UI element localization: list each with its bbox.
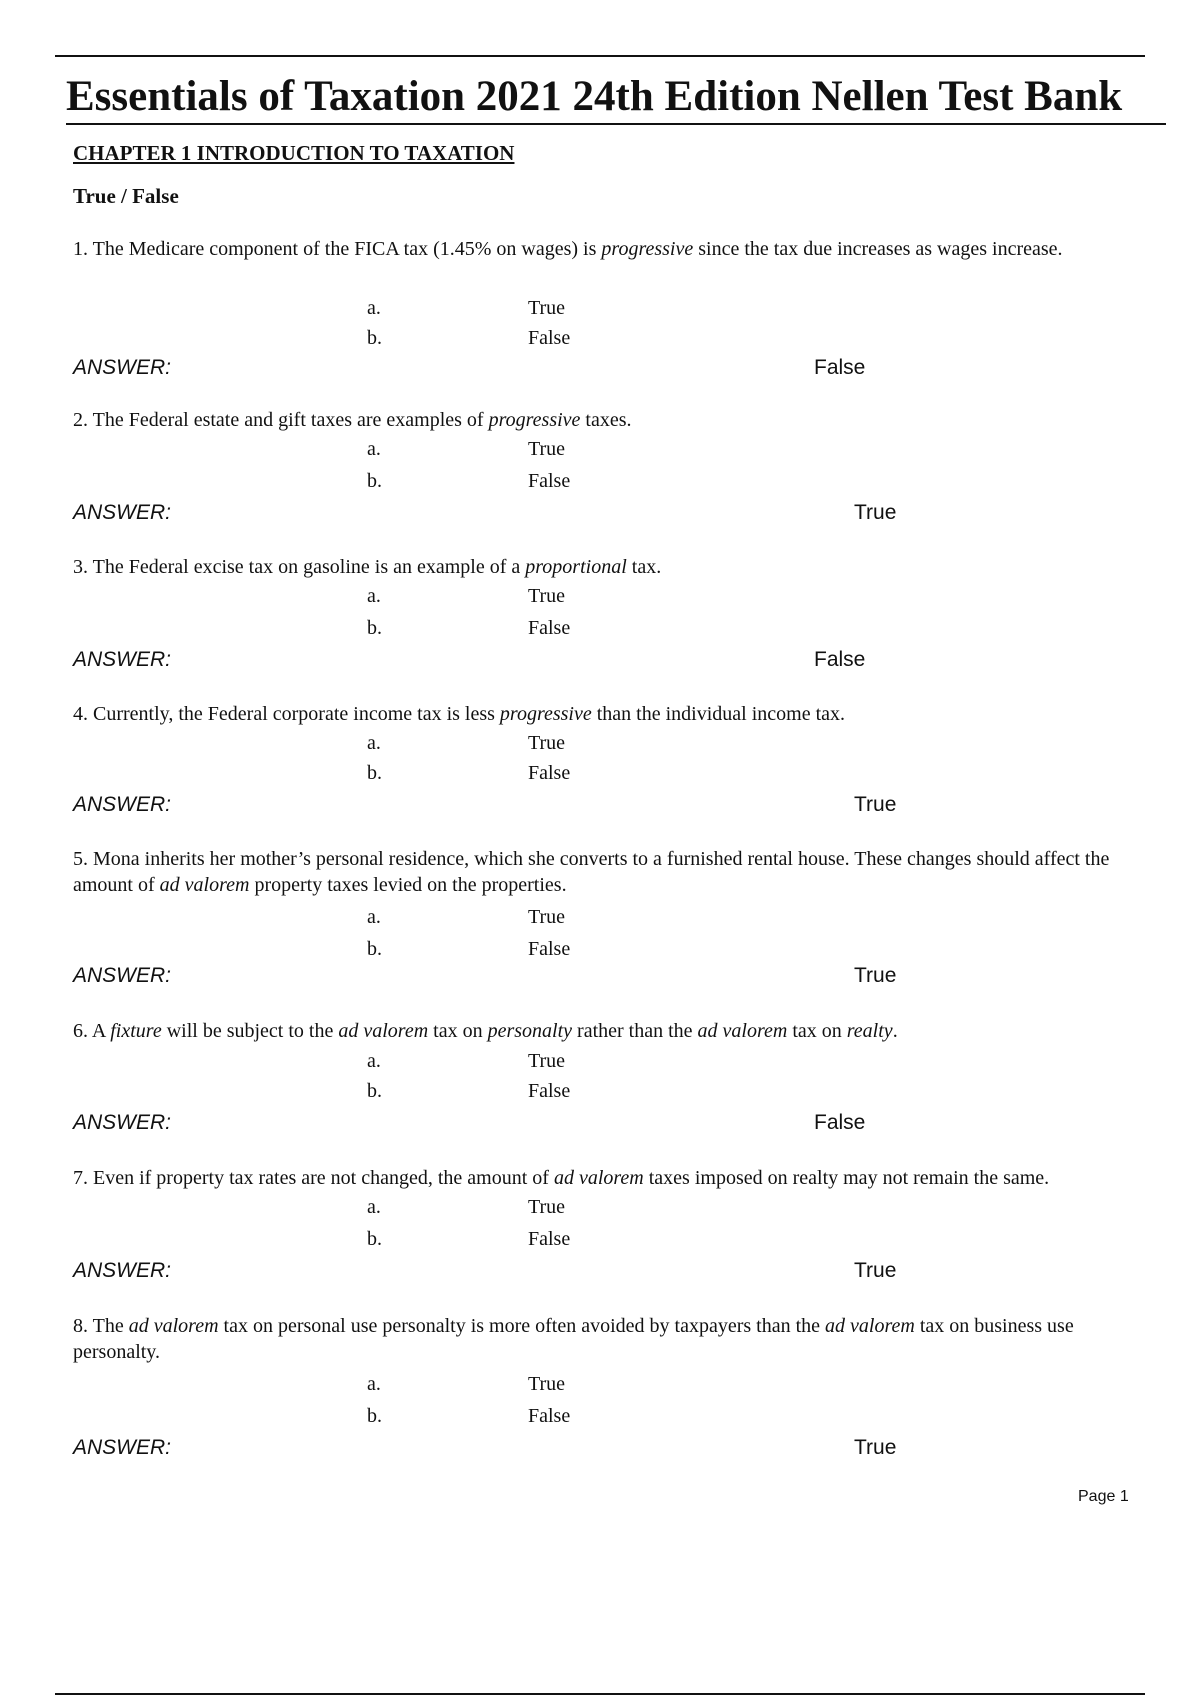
option-text: True: [528, 906, 566, 928]
answer-label: ANSWER:: [73, 501, 172, 524]
question-text-italic: ad valorem: [825, 1315, 915, 1337]
question-text-run: 3. The Federal excise tax on gasoline is an example of a: [73, 556, 526, 578]
question-text-run: since the tax due increases as wages increase.: [693, 238, 1063, 260]
option-letter: b.: [367, 1228, 382, 1250]
option-text: True: [528, 1050, 566, 1072]
question-text-italic: proportional: [525, 556, 627, 578]
option-text: True: [528, 732, 566, 754]
option-text: False: [528, 1080, 571, 1102]
question-text: [73, 846, 1153, 898]
question-text-run: tax on: [428, 1020, 488, 1042]
question-text-run: tax on personal use personalty is more often avoided by taxpayers than the: [218, 1315, 826, 1337]
option-letter: b.: [367, 1080, 382, 1102]
question-text-run: taxes.: [580, 409, 632, 431]
question-text-run: 5. Mona inherits her mother’s personal residence, which she converts to a furnished rental house. These changes should affect the amount of: [73, 848, 1110, 896]
option-letter: b.: [367, 1405, 382, 1427]
option-text: True: [528, 438, 566, 460]
question-text-run: .: [892, 1020, 898, 1042]
answer-value: True: [854, 1436, 897, 1459]
option-text: True: [528, 297, 566, 319]
option-text: False: [528, 470, 571, 492]
question-text: [73, 701, 1153, 727]
question-text-italic: progressive: [601, 238, 694, 260]
question-text-run: 2. The Federal estate and gift taxes are examples of: [73, 409, 489, 431]
option-letter: a.: [367, 438, 381, 460]
question-text-run: rather than the: [572, 1020, 698, 1042]
option-text: True: [528, 1196, 566, 1218]
answer-label: ANSWER:: [73, 1259, 172, 1282]
answer-value: True: [854, 793, 897, 816]
question-text-run: taxes imposed on realty may not remain the same.: [643, 1167, 1050, 1189]
option-text: True: [528, 585, 566, 607]
answer-label: ANSWER:: [73, 1111, 172, 1134]
question-text-run: than the individual income tax.: [591, 703, 846, 725]
answer-value: True: [854, 964, 897, 987]
option-letter: b.: [367, 762, 382, 784]
option-letter: a.: [367, 906, 381, 928]
option-letter: b.: [367, 470, 382, 492]
page-number: Page 1: [1078, 1488, 1129, 1505]
option-letter: a.: [367, 297, 381, 319]
question-text-italic: ad valorem: [159, 874, 250, 896]
question-text-run: tax.: [626, 556, 662, 578]
option-text: False: [528, 327, 571, 349]
top-rule: [55, 55, 1145, 57]
answer-label: ANSWER:: [73, 964, 172, 987]
option-text: False: [528, 938, 571, 960]
option-letter: b.: [367, 327, 382, 349]
question-text-italic: progressive: [499, 703, 592, 725]
chapter-heading: CHAPTER 1 INTRODUCTION TO TAXATION: [73, 141, 515, 165]
question-text: [73, 1018, 1153, 1044]
question-text-italic: ad valorem: [338, 1020, 429, 1042]
option-letter: a.: [367, 1196, 381, 1218]
question-text-italic: ad valorem: [128, 1315, 219, 1337]
option-letter: b.: [367, 938, 382, 960]
title-underline: [66, 123, 1166, 125]
option-text: False: [528, 617, 571, 639]
option-letter: a.: [367, 585, 381, 607]
answer-label: ANSWER:: [73, 793, 172, 816]
question-text-italic: ad valorem: [697, 1020, 788, 1042]
question-text-run: tax on business use personalty.: [73, 1315, 1074, 1363]
option-text: False: [528, 1405, 571, 1427]
bottom-rule: [55, 1693, 1145, 1695]
answer-label: ANSWER:: [73, 648, 172, 671]
answer-value: False: [814, 356, 866, 379]
question-text-italic: progressive: [488, 409, 581, 431]
answer-value: True: [854, 501, 897, 524]
option-text: False: [528, 1228, 571, 1250]
answer-label: ANSWER:: [73, 1436, 172, 1459]
question-text-italic: fixture: [110, 1020, 162, 1042]
option-letter: b.: [367, 617, 382, 639]
option-letter: a.: [367, 1373, 381, 1395]
question-text: [73, 407, 1153, 433]
question-text-run: 7. Even if property tax rates are not changed, the amount of: [73, 1167, 554, 1189]
section-heading: True / False: [73, 184, 179, 208]
answer-value: True: [854, 1259, 897, 1282]
question-text-run: 8. The: [73, 1315, 129, 1337]
answer-value: False: [814, 648, 866, 671]
document-title: Essentials of Taxation 2021 24th Edition Nellen Test Bank: [66, 73, 1123, 120]
option-letter: a.: [367, 732, 381, 754]
option-text: True: [528, 1373, 566, 1395]
question-text-run: will be subject to the: [161, 1020, 339, 1042]
question-text-run: property taxes levied on the properties.: [249, 874, 567, 896]
answer-label: ANSWER:: [73, 356, 172, 379]
question-text-run: 4. Currently, the Federal corporate income tax is less: [73, 703, 500, 725]
question-text: [73, 1313, 1153, 1365]
question-text-run: 6. A: [73, 1020, 111, 1042]
question-text-italic: personalty: [487, 1020, 573, 1042]
question-text: [73, 1165, 1153, 1191]
option-letter: a.: [367, 1050, 381, 1072]
question-text-run: tax on: [787, 1020, 847, 1042]
answer-value: False: [814, 1111, 866, 1134]
question-text: [73, 554, 1153, 580]
question-text-run: 1. The Medicare component of the FICA tax (1.45% on wages) is: [73, 238, 602, 260]
question-text: [73, 236, 1153, 262]
question-text-italic: ad valorem: [553, 1167, 644, 1189]
option-text: False: [528, 762, 571, 784]
question-text-italic: realty: [846, 1020, 893, 1042]
